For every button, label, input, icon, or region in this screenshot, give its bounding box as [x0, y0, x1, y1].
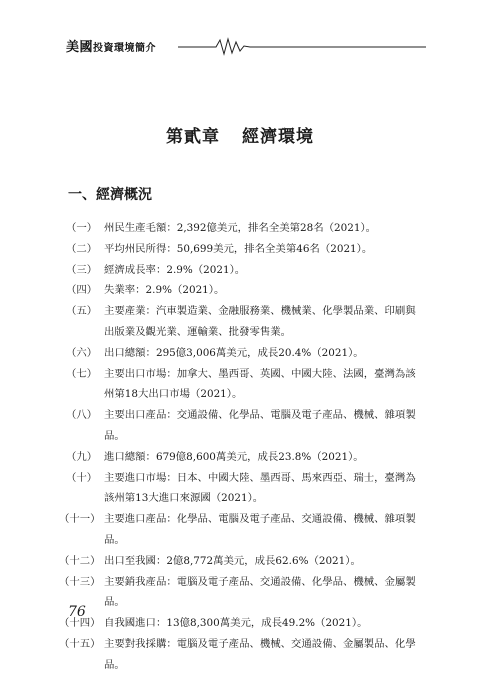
- item-text: 州民生產毛額：2,392億美元，排名全美第28名（2021）。: [104, 222, 377, 234]
- item-text: 失業率：2.9%（2021）。: [104, 284, 225, 297]
- list-item: [66, 218, 426, 239]
- list-item: [66, 364, 426, 406]
- item-text: 主要出口產品：交通設備、化學品、電腦及電子產品、機械、雜項製品。: [104, 409, 416, 442]
- item-number: （十五）: [59, 637, 101, 650]
- item-text: 主要進口產品：化學品、電腦及電子產品、交通設備、機械、雜項製品。: [104, 513, 416, 546]
- list-item: [66, 468, 426, 510]
- item-number: （二）: [66, 242, 98, 255]
- item-number: （六）: [66, 346, 98, 359]
- list-item: [59, 551, 426, 572]
- item-number: （五）: [66, 305, 98, 318]
- item-text: 主要產業：汽車製造業、金融服務業、機械業、化學製品業、印刷與出版業及觀光業、運輸業、批發零售業。: [104, 305, 416, 338]
- item-number: （十四）: [59, 617, 101, 630]
- header-title-main: 美國: [66, 40, 94, 55]
- item-text: 主要出口市場：加拿大、墨西哥、英國、中國大陸、法國，臺灣為該州第18大出口市場（2021）。: [104, 367, 416, 401]
- item-number: （十）: [66, 471, 98, 484]
- item-number: （三）: [66, 263, 98, 276]
- item-text: 經濟成長率：2.9%（2021）。: [104, 263, 246, 276]
- list-item: [66, 301, 426, 343]
- list-item: [66, 280, 426, 301]
- list-item: [59, 509, 426, 551]
- item-number: （八）: [66, 409, 98, 422]
- item-text: 主要進口市場：日本、中國大陸、墨西哥、馬來西亞、瑞士，臺灣為該州第13大進口來源國（2021）。: [104, 471, 416, 505]
- section-title: 一、經濟概況: [68, 187, 152, 203]
- item-text: 平均州民所得：50,699美元，排名全美第46名（2021）。: [104, 242, 373, 255]
- list-item: [66, 260, 426, 281]
- item-number: （十一）: [59, 513, 101, 526]
- item-number: （十二）: [59, 554, 101, 567]
- header-pulse-line: [66, 36, 426, 56]
- item-text: 自我國進口：13億8,300萬美元，成長49.2%（2021）。: [104, 617, 368, 630]
- chapter-heading: [0, 122, 480, 147]
- economic-overview-list: [59, 218, 426, 676]
- item-number: （九）: [66, 450, 98, 463]
- header-title-sub: 投資環境簡介: [93, 43, 157, 54]
- item-text: 主要對我採購：電腦及電子產品、機械、交通設備、金屬製品、化學品。: [104, 637, 416, 671]
- list-item: [59, 572, 426, 614]
- item-text: 主要銷我產品：電腦及電子產品、交通設備、化學品、機械、金屬製品。: [104, 575, 416, 609]
- item-number: （七）: [66, 367, 98, 380]
- list-item: [66, 343, 426, 364]
- item-number: （一）: [66, 222, 98, 234]
- list-item: [59, 634, 426, 676]
- item-text: 出口至我國：2億8,772萬美元，成長62.6%（2021）。: [104, 554, 361, 567]
- list-item: [66, 405, 426, 447]
- list-item: [66, 239, 426, 260]
- list-item: [59, 613, 426, 634]
- running-header: [66, 36, 426, 56]
- chapter-label: 第貳章: [166, 127, 220, 147]
- list-item: [66, 447, 426, 468]
- item-number: （十三）: [59, 575, 101, 588]
- item-text: 進口總額：679億8,600萬美元，成長23.8%（2021）。: [104, 450, 364, 463]
- item-text: 出口總額：295億3,006萬美元，成長20.4%（2021）。: [104, 346, 364, 359]
- chapter-title: 經濟環境: [242, 127, 314, 147]
- page-number: 76: [68, 604, 86, 620]
- item-number: （四）: [66, 284, 98, 297]
